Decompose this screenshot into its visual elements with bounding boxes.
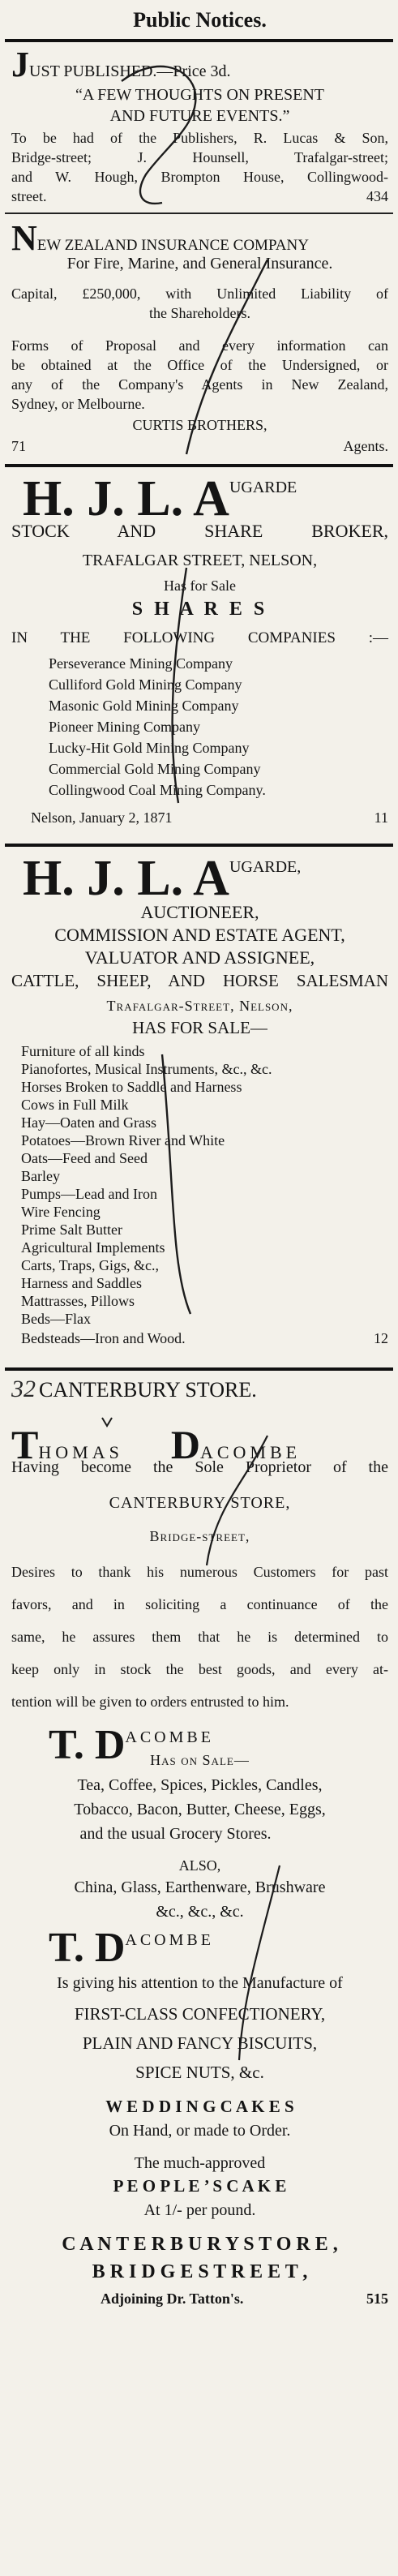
pen-stroke [122,67,195,204]
drop-cap: J [11,45,29,84]
sale-item: Pumps—Lead and Iron [21,1186,157,1202]
desires-line: same, he assures them that he is determined to [11,1629,388,1645]
much-approved: The much-approved [134,2154,266,2172]
proprietor-first-name: HOMAS [38,1442,123,1462]
forms-line: Sydney, or Melbourne. [11,396,145,412]
proprietor-last-name: ACOMBE [199,1442,302,1462]
pen-stroke [162,1054,190,1314]
sale-item: Prime Salt Butter [21,1221,122,1238]
notice-number: 71 [11,438,26,454]
sale-item: Bedsteads—Iron and Wood. [21,1330,186,1346]
has-for-sale: Has for Sale [164,577,236,594]
shares-heading: S H A R E S [131,599,268,620]
sale-item: Barley [21,1168,60,1184]
sale-item: Harness and Saddles [21,1275,142,1291]
has-on-sale: Has on Sale— [150,1752,250,1768]
desires-line: Desires to thank his numerous Customers for past [11,1564,388,1580]
pen-stroke [239,1865,280,2060]
price: At 1/- per pound. [143,2201,256,2219]
company-item: Culliford Gold Mining Company [49,676,242,693]
company-item: Masonic Gold Mining Company [49,698,239,714]
pamphlet-title-1: “A FEW THOUGHTS ON PRESENT [75,86,325,104]
notice-number: 11 [374,809,388,826]
desires-line: favors, and in soliciting a continuance of the [11,1596,388,1612]
date: Nelson, January 2, 1871 [31,809,173,826]
company-item: Perseverance Mining Company [49,655,233,672]
sale-item: Hay—Oaten and Grass [21,1114,156,1131]
forms-line: be obtained at the Office of the Undersigned, or [11,357,388,373]
publisher-line: Bridge-street; J. Hounsell, Trafalgar-street; [11,149,388,165]
confectionery: FIRST-CLASS CONFECTIONERY, [74,2004,326,2024]
sale-item: Cows in Full Milk [21,1097,129,1113]
spice-nuts: SPICE NUTS, &c. [135,2063,264,2082]
also-line: China, Glass, Earthenware, Brushware [74,1878,326,1896]
adjoining: Adjoining Dr. Tatton's. [101,2290,244,2307]
drop-cap: N [11,218,37,258]
sale-item: Wire Fencing [21,1204,101,1220]
headline: EW ZEALAND INSURANCE COMPANY [36,237,309,254]
has-for-sale: HAS FOR SALE— [132,1018,267,1037]
sale-item: Pianofortes, Musical Instruments, &c., &c. [21,1061,272,1077]
publisher-line: street. [11,188,47,204]
in-following: IN THE FOLLOWING COMPANIES :— [11,629,388,646]
advertiser-name: H. J. L. A [23,851,229,906]
sale-item: Mattrasses, Pillows [21,1293,135,1309]
biscuits: PLAIN AND FANCY BISCUITS, [82,2033,318,2053]
role: STOCK AND SHARE BROKER, [11,521,388,541]
peoples-cake: P E O P L E ’ S C A K E [113,2176,287,2196]
notice-number: 515 [366,2290,388,2307]
sale-line: Tobacco, Bacon, Butter, Cheese, Eggs, [74,1801,326,1818]
pen-stroke [186,260,267,454]
desires-line: tention will be given to orders entrusted to him. [11,1694,289,1710]
advertiser-name-rest: UGARDE, [229,858,302,876]
agents-label: Agents. [343,438,388,454]
pen-stroke [207,1436,267,1565]
dacombe-name: ACOMBE [125,1728,214,1746]
capital-line: the Shareholders. [149,305,250,321]
company-item: Lucky-Hit Gold Mining Company [49,740,250,756]
role: COMMISSION AND ESTATE AGENT, [54,925,345,945]
notice-number: 12 [374,1330,388,1346]
sale-item: Carts, Traps, Gigs, &c., [21,1257,160,1273]
on-hand: On Hand, or made to Order. [109,2122,291,2140]
sale-line: and the usual Grocery Stores. [79,1825,272,1843]
dacombe-initials: T. D [49,1722,126,1768]
also-line: &c., &c., &c. [156,1903,244,1921]
publisher-line: and W. Hough, Brompton House, Collingwood- [11,169,388,185]
giving-line: Is giving his attention to the Manufacture of [57,1974,343,1992]
street: Trafalgar-Street, Nelson, [106,998,293,1014]
role: VALUATOR AND ASSIGNEE, [84,947,315,968]
advertiser-name: H. J. L. A [23,471,229,526]
wedding-cakes: W E D D I N G C A K E S [105,2097,294,2116]
subtitle: For Fire, Marine, and General Insurance. [66,255,333,273]
role: CATTLE, SHEEP, AND HORSE SALESMAN [11,971,388,990]
dacombe-name: ACOMBE [125,1931,214,1949]
signatory: CURTIS BROTHERS, [132,417,267,433]
desires-line: keep only in stock the best goods, and every at- [11,1661,388,1677]
dacombe-initials: T. D [49,1925,126,1971]
pamphlet-title-2: AND FUTURE EVENTS.” [109,107,290,125]
pen-stroke [173,568,186,803]
page-title: Public Notices. [133,8,267,32]
company-item: Commercial Gold Mining Company [49,761,261,777]
street: TRAFALGAR STREET, NELSON, [82,552,318,569]
capital-line: Capital, £250,000, with Unlimited Liability of [11,286,388,302]
company-item: Collingwood Coal Mining Company. [49,782,266,798]
sale-item: Oats—Feed and Seed [21,1150,148,1166]
footer-street: B R I D G E S T R E E T , [92,2261,308,2282]
store-title: CANTERBURY STORE. [39,1378,257,1402]
sale-item: Beds—Flax [21,1311,92,1327]
headline: UST PUBLISHED.—Price 3d. [29,62,231,80]
footer-store: C A N T E R B U R Y S T O R E , [62,2234,338,2255]
forms-line: any of the Company's Agents in New Zealand, [11,376,388,393]
handwritten-number: 32 [11,1376,36,1402]
having-line: Having become the Sole Proprietor of the [11,1458,388,1476]
advertiser-name-rest: UGARDE [229,479,297,496]
sale-item: Horses Broken to Saddle and Harness [21,1079,242,1095]
pen-stroke [102,1418,112,1426]
forms-line: Forms of Proposal and every information can [11,337,388,354]
sale-item: Furniture of all kinds [21,1043,145,1059]
company-item: Pioneer Mining Company [49,719,200,735]
bridge-street: Bridge-street, [149,1528,250,1544]
sale-line: Tea, Coffee, Spices, Pickles, Candles, [77,1776,323,1794]
role: AUCTIONEER, [140,902,259,922]
publisher-line: To be had of the Publishers, R. Lucas & Son, [11,130,388,146]
drop-cap: D [170,1422,200,1467]
drop-cap: T [11,1422,39,1467]
also-label: ALSO, [178,1857,221,1874]
notice-number: 434 [366,188,388,204]
sale-item: Potatoes—Brown River and White [21,1132,225,1148]
sale-item: Agricultural Implements [21,1239,165,1256]
store-name: CANTERBURY STORE, [109,1494,291,1512]
